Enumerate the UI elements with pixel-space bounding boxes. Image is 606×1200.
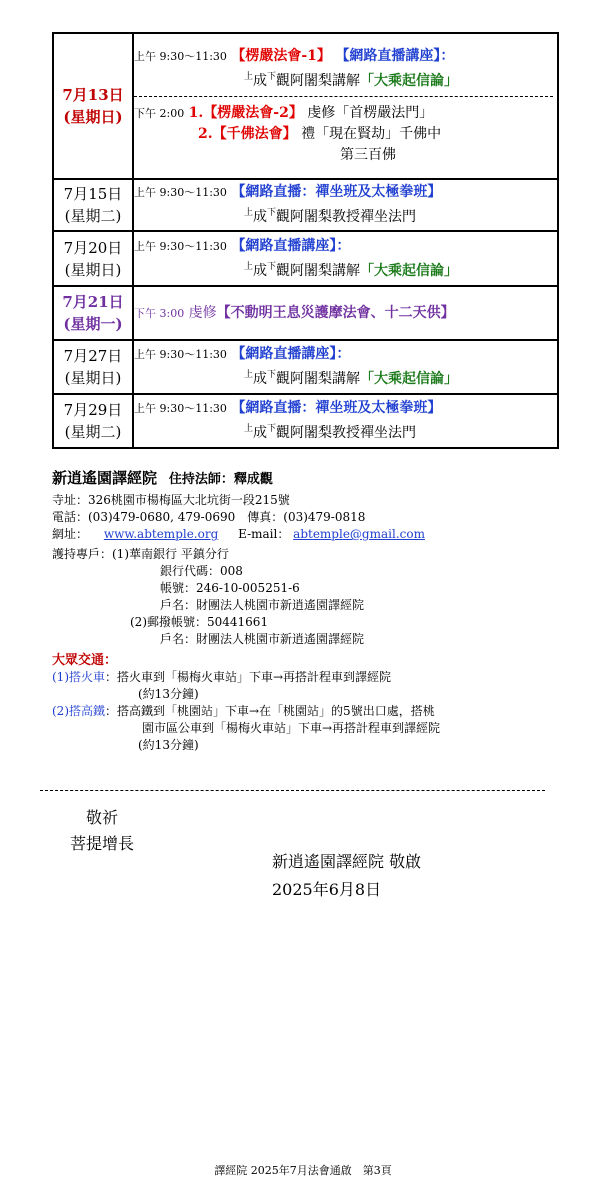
phone: 電話：(03)479-0680, 479-0690 傳真：(03)479-0818 [52, 510, 366, 524]
event-time: 下午 2:00 [134, 107, 185, 120]
event-time: 下午 3:00 [134, 306, 185, 320]
email-link[interactable]: abtemple@gmail.com [293, 527, 425, 541]
name-char: 成 [253, 262, 268, 279]
sign-org: 新逍遙園譯經院 敬啟 [272, 852, 422, 871]
hsr-text: ：搭高鐵到「桃園站」下車→在「桃園站」的5號出口處，搭桃 [105, 704, 435, 718]
lecturer-text: 觀阿闍梨教授禪坐法門 [276, 209, 417, 225]
address: 寺址：326桃園市楊梅區大北坑街一段215號 [52, 493, 290, 507]
honorific-down: 下 [267, 370, 277, 380]
postal-name: 戶名：財團法人桃園市新逍遙園譯經院 [160, 632, 365, 646]
weekday: (星期日) [64, 260, 122, 279]
date-cell [53, 286, 133, 340]
name-char: 成 [253, 209, 268, 225]
date: 7月29日 [63, 401, 123, 419]
support-account: 護持專戶：(1)華南銀行 平鎮分行 [52, 547, 229, 561]
honorific-up: 上 [244, 261, 254, 272]
honorific-up: 上 [244, 370, 254, 380]
abbot: 住持法師：釋成觀 [168, 472, 273, 487]
event-tag: 【不動明王息災護摩法會、十二天供】 [216, 304, 455, 321]
lecturer-text: 觀阿闍梨講解 [276, 262, 361, 279]
event-tag: 2.【千佛法會】 [198, 126, 297, 142]
event-text: 第三百佛 [340, 147, 396, 163]
email-label: E-mail： [238, 527, 290, 541]
lecturer-text: 觀阿闍梨教授禪坐法門 [276, 425, 417, 441]
closing [70, 805, 134, 857]
honorific-down: 下 [267, 424, 277, 434]
event-text: 虔修「首楞嚴法門」 [307, 105, 434, 121]
event-tag-2: 【網路直播講座】： [335, 48, 455, 64]
table-row [53, 179, 558, 231]
date: 7月13日 [62, 86, 124, 104]
date: 7月21日 [62, 293, 124, 311]
date-cell [53, 394, 133, 448]
divider [134, 96, 553, 97]
event-time: 上午 9:30～11:30 [134, 402, 227, 415]
book-title: 「大乘起信論」 [360, 73, 459, 89]
hsr-label: (2)搭高鐵 [52, 704, 105, 718]
book-title: 「大乘起信論」 [360, 262, 459, 279]
table-row [53, 231, 558, 286]
weekday: (星期一) [63, 315, 123, 333]
date-cell [53, 33, 133, 179]
lecturer-text: 觀阿闍梨講解 [276, 371, 361, 387]
event-cell [133, 394, 558, 448]
name-char: 成 [253, 73, 268, 89]
date-cell [53, 231, 133, 286]
sign-date: 2025年6月8日 [272, 880, 382, 899]
event-text: 虔修 [188, 304, 217, 321]
org-name: 新逍遙園譯經院 [52, 469, 158, 487]
date: 7月27日 [63, 347, 123, 365]
postal-account: (2)郵撥帳號：50441661 [130, 615, 269, 629]
signature [272, 848, 421, 904]
date: 7月20日 [63, 238, 123, 257]
event-time: 上午 9:30～11:30 [134, 186, 227, 199]
bank-code: 銀行代碼：008 [160, 564, 243, 578]
closing-line-2: 菩提增長 [70, 834, 135, 853]
table-row [53, 340, 558, 394]
transit-title: 大眾交通： [52, 653, 118, 668]
lecturer-text: 觀阿闍梨講解 [276, 73, 361, 89]
weekday: (星期二) [64, 207, 122, 225]
date: 7月15日 [63, 185, 123, 203]
event-tag: 【網路直播講座】： [231, 346, 351, 362]
honorific-down: 下 [267, 208, 277, 218]
event-cell [133, 231, 558, 286]
web-label: 網址： [52, 527, 89, 541]
weekday: (星期日) [63, 108, 123, 126]
event-cell [133, 33, 558, 179]
name-char: 成 [253, 425, 268, 441]
event-time: 上午 9:30～11:30 [134, 239, 227, 253]
table-row [53, 33, 558, 179]
event-cell [133, 340, 558, 394]
event-tag: 【網路直播：禪坐班及太極拳班】 [231, 184, 442, 200]
train-label: (1)搭火車 [52, 670, 105, 684]
honorific-up: 上 [244, 424, 254, 434]
honorific-up: 上 [244, 72, 254, 82]
honorific-up: 上 [244, 208, 254, 218]
hsr-text-2: 園市區公車到「楊梅火車站」下車→再搭計程車到譯經院 [142, 721, 441, 735]
account-name: 戶名：財團法人桃園市新逍遙園譯經院 [160, 598, 365, 612]
page-footer: 譯經院 2025年7月法會通啟 第3頁 [214, 1164, 392, 1177]
table-row [53, 286, 558, 340]
event-cell [133, 179, 558, 231]
honorific-down: 下 [267, 261, 277, 272]
event-tag: 1.【楞嚴法會-2】 [188, 105, 303, 121]
divider [40, 790, 545, 791]
weekday: (星期日) [64, 369, 122, 387]
event-time: 上午 9:30～11:30 [134, 50, 227, 63]
schedule-table [52, 32, 559, 449]
weekday: (星期二) [64, 423, 122, 441]
train-text: ：搭火車到「楊梅火車站」下車→再搭計程車到譯經院 [105, 670, 392, 684]
book-title: 「大乘起信論」 [360, 371, 459, 387]
closing-line-1: 敬祈 [86, 808, 119, 827]
contact-info [52, 470, 572, 754]
date-cell [53, 179, 133, 231]
hsr-time: (約13分鐘) [138, 738, 199, 752]
website-link[interactable]: www.abtemple.org [103, 527, 219, 541]
event-cell [133, 286, 558, 340]
date-cell [53, 340, 133, 394]
event-time: 上午 9:30～11:30 [134, 348, 227, 361]
name-char: 成 [253, 371, 268, 387]
event-tag: 【網路直播：禪坐班及太極拳班】 [231, 400, 442, 416]
event-tag: 【網路直播講座】： [231, 237, 351, 254]
honorific-down: 下 [267, 72, 277, 82]
event-tag: 【楞嚴法會-1】 [231, 48, 331, 64]
event-text: 禮「現在賢劫」千佛中 [301, 126, 442, 142]
train-time: (約13分鐘) [138, 687, 199, 701]
table-row [53, 394, 558, 448]
account-number: 帳號：246-10-005251-6 [160, 581, 300, 595]
